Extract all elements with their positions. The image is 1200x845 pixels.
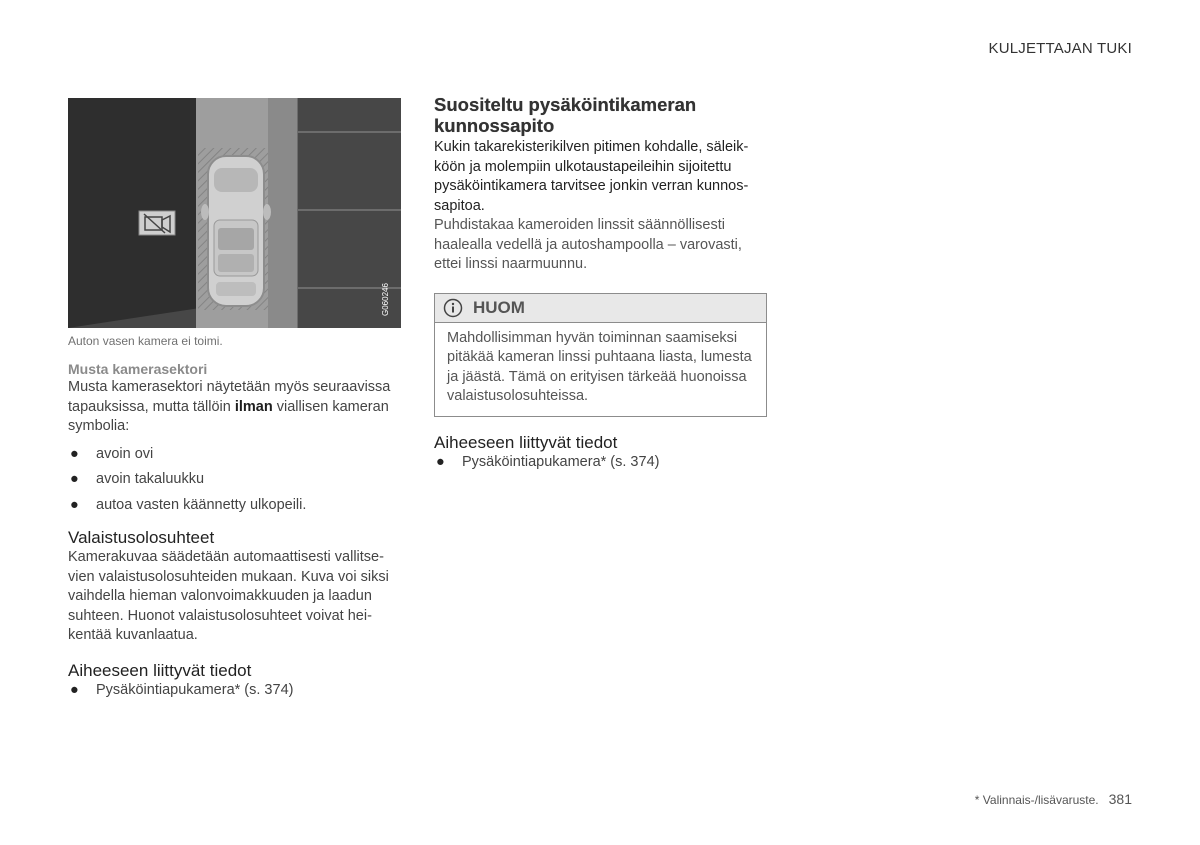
maintenance-heading: Suositeltu pysäköintikameran kunnossapito xyxy=(434,94,697,136)
lighting-heading: Valaistusolosuhteet xyxy=(68,528,215,547)
camera-fault-icon xyxy=(139,211,175,235)
note-header xyxy=(435,294,766,323)
related-list xyxy=(68,681,403,701)
maintenance-cleaning: Puhdistakaa kameroiden linssit säännöllisesti haalealla vedellä ja autoshampoolla – varovasti, ettei linssi naarmuunnu. xyxy=(434,217,742,272)
left-column xyxy=(68,360,403,706)
list-item: ● avoin takaluukku xyxy=(70,471,205,487)
note-box xyxy=(434,293,767,417)
note-text: Mahdollisimman hyvän toiminnan saamiseksi pitäkää kameran linssi puhtaana liasta, lumesta ja jäästä. Tämä on erityisen tärkeää huonoissa valaistusolosuhteissa. xyxy=(447,329,752,404)
related-link[interactable]: ● Pysäköintiapukamera* (s. 374) xyxy=(70,681,294,698)
cases-list xyxy=(68,445,403,516)
black-sector-subheading: Musta kamerasektori xyxy=(68,361,208,377)
figure-caption: Auton vasen kamera ei toimi. xyxy=(68,334,223,348)
page-number: 381 xyxy=(1108,791,1132,807)
list-item: ● autoa vasten käännetty ulkopeili. xyxy=(70,496,307,513)
figure-code: G060246 xyxy=(381,283,390,316)
page-footer xyxy=(975,791,1132,807)
related-info-heading: Aiheeseen liittyvät tiedot xyxy=(434,432,618,452)
info-circle-icon xyxy=(443,298,463,318)
note-body xyxy=(435,323,766,416)
related-info-heading: Aiheeseen liittyvät tiedot xyxy=(68,660,252,680)
optional-equipment-note: * Valinnais-/lisävaruste. xyxy=(974,793,1099,807)
related-list xyxy=(434,453,769,473)
list-item: ● avoin ovi xyxy=(70,445,154,462)
maintenance-intro: Kukin takarekisterikilven pitimen kohdalle, säleikköön ja molempiin ulkotaustapeileihin sijoitettu pysäköintikamera tarvitsee jonkin verran kunnossapitoa. xyxy=(434,139,749,214)
black-sector-paragraph: Musta kamerasektori näytetään myös seuraavissa tapauksissa, mutta tällöin ilman viallisen kameran symbolia: xyxy=(68,379,391,434)
related-link[interactable]: ● Pysäköintiapukamera* (s. 374) xyxy=(436,453,660,470)
note-title: HUOM xyxy=(473,297,525,317)
right-column xyxy=(434,94,769,478)
section-header: KULJETTAJAN TUKI xyxy=(988,40,1132,57)
lighting-paragraph: Kamerakuvaa säädetään automaattisesti vallitsevien valaistusolosuhteiden mukaan. Kuva voi siksi vaihdella hieman valonvoimakkuuden ja laadun suhteen. Huonot valaistusolosuhteet voivat heikentää kuvanlaatua. xyxy=(68,549,389,643)
camera-view-illustration xyxy=(68,98,401,328)
top-view-car-diagram xyxy=(68,98,401,328)
